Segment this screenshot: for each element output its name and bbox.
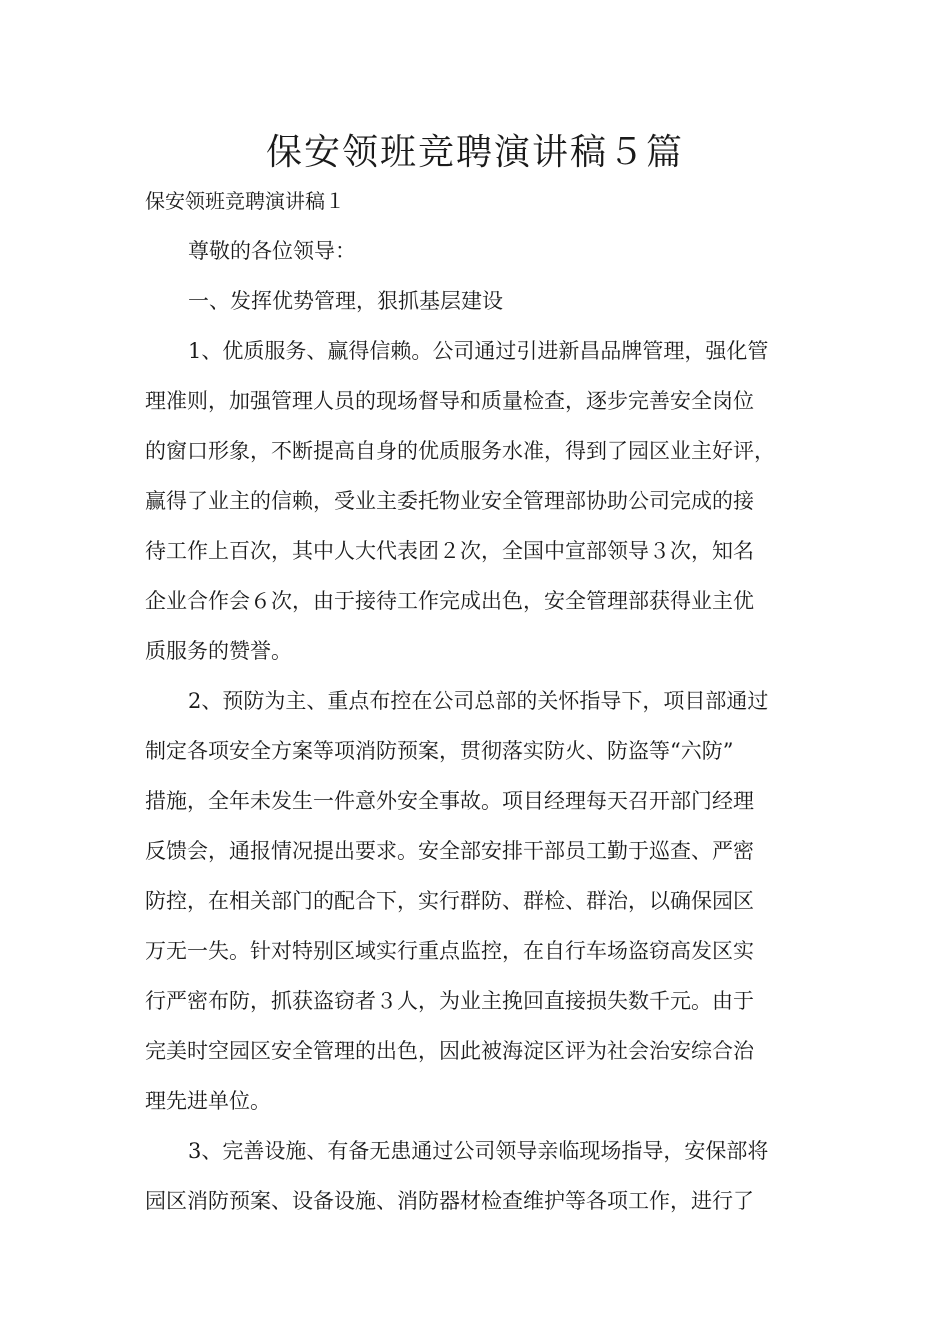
paragraph-line: 完美时空园区安全管理的出色，因此被海淀区评为社会治安综合治: [145, 1039, 754, 1063]
document-title: 保安领班竞聘演讲稿５篇: [265, 132, 684, 173]
paragraph-line: 防控，在相关部门的配合下，实行群防、群检、群治，以确保园区: [145, 889, 754, 913]
paragraph-line: 赢得了业主的信赖，受业主委托物业安全管理部协助公司完成的接: [145, 489, 754, 513]
paragraph-line: 质服务的赞誉。: [145, 639, 292, 663]
salutation: 尊敬的各位领导：: [188, 239, 356, 263]
paragraph-line: 的窗口形象，不断提高自身的优质服务水准，得到了园区业主好评，: [145, 439, 775, 463]
paragraph-line: 2、预防为主、重点布控在公司总部的关怀指导下，项目部通过: [188, 689, 769, 713]
paragraph-line: 理准则，加强管理人员的现场督导和质量检查，逐步完善安全岗位: [145, 389, 754, 413]
paragraph-line: 3、完善设施、有备无患通过公司领导亲临现场指导，安保部将: [188, 1139, 769, 1163]
paragraph-line: 措施，全年未发生一件意外安全事故。项目经理每天召开部门经理: [145, 789, 754, 813]
paragraph-line: 园区消防预案、设备设施、消防器材检查维护等各项工作，进行了: [145, 1189, 754, 1213]
paragraph-line: 企业合作会６次，由于接待工作完成出色，安全管理部获得业主优: [145, 589, 754, 613]
paragraph-line: 万无一失。针对特别区域实行重点监控，在自行车场盗窃高发区实: [145, 939, 754, 963]
section-heading: 一、发挥优势管理，狠抓基层建设: [188, 289, 503, 313]
paragraph-line: 行严密布防，抓获盗窃者３人，为业主挽回直接损失数千元。由于: [145, 989, 754, 1013]
paragraph-line: 理先进单位。: [145, 1089, 271, 1113]
paragraph-line: 制定各项安全方案等项消防预案，贯彻落实防火、防盗等“六防”: [145, 739, 734, 763]
paragraph-line: 待工作上百次，其中人大代表团２次，全国中宣部领导３次，知名: [145, 539, 754, 563]
paragraph-line: 反馈会，通报情况提出要求。安全部安排干部员工勤于巡查、严密: [145, 839, 754, 863]
paragraph-line: 1、优质服务、赢得信赖。公司通过引进新昌品牌管理，强化管: [188, 339, 769, 363]
document-subtitle: 保安领班竞聘演讲稿１: [145, 189, 345, 213]
